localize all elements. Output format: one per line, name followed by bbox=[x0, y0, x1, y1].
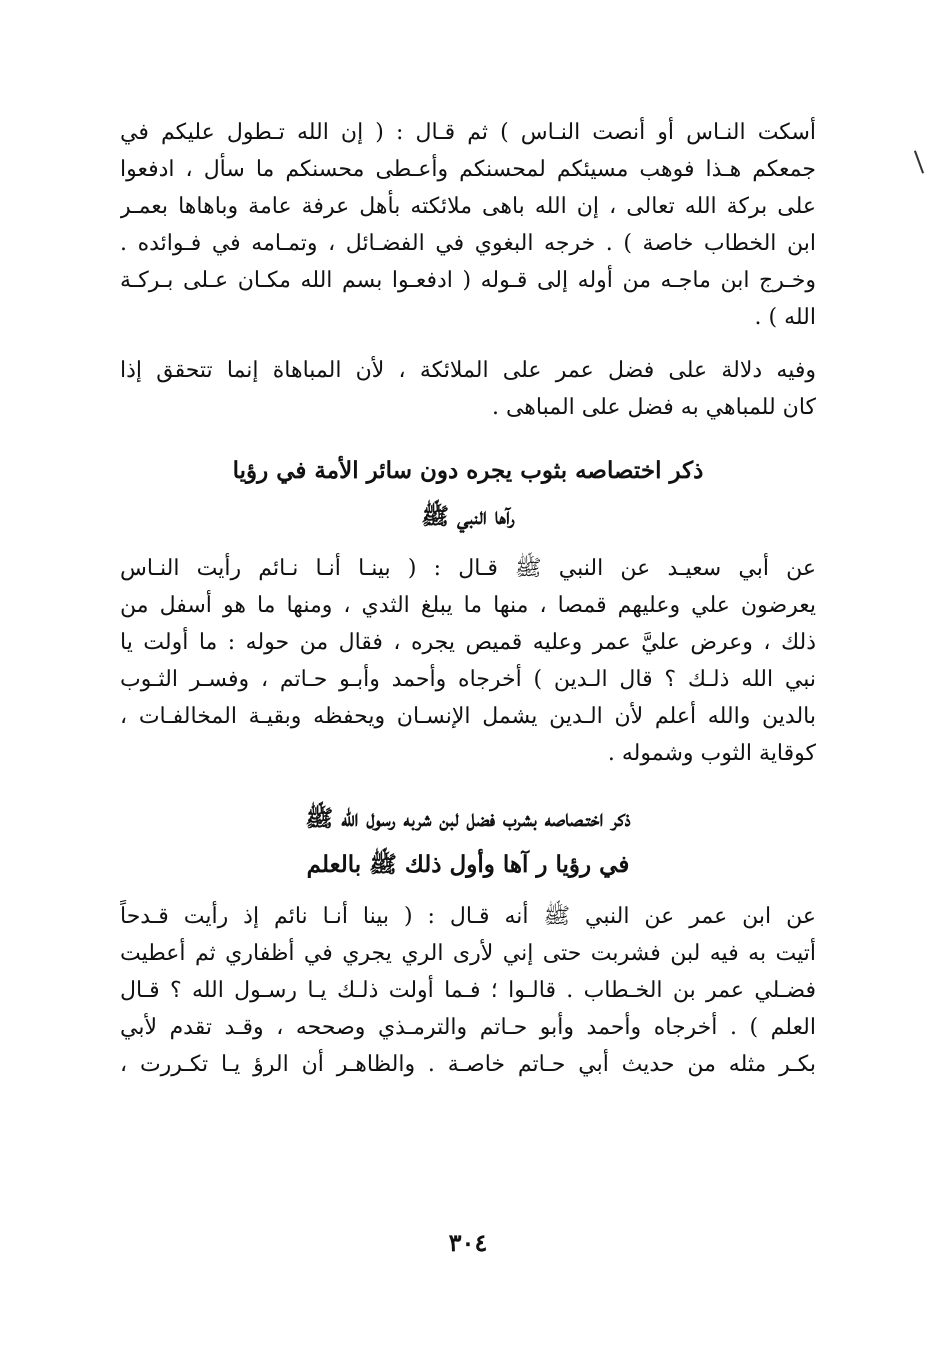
margin-mark bbox=[914, 150, 924, 173]
paragraph-4 bbox=[120, 898, 816, 1083]
paragraph-2 bbox=[120, 352, 816, 426]
text-line: عن أبي سعيـد عن النبي ﷺ قـال : ( بينـا أنـا نـائم رأيت النـاس bbox=[120, 556, 816, 581]
heading-line: في رؤيا ر آها وأول ذلك ﷺ بالعلم bbox=[306, 851, 630, 878]
text-line: عن ابن عمر عن النبي ﷺ أنه قـال : ( بينا أنـا نائم إذ رأيت قـدحاً bbox=[120, 904, 816, 929]
page-number: ٣٠٤ bbox=[448, 1228, 488, 1257]
text-line: يعرضون علي وعليهم قمصا ، منها ما يبلغ الثدي ، ومنها ما هو أسفل من bbox=[120, 593, 816, 618]
text-line: ذلك ، وعرض عليَّ عمر وعليه قميص يجره ، فقال من حوله : ما أولت يا bbox=[120, 630, 816, 655]
text-line: على بركة الله تعالى ، إن الله باهى ملائكته بأهل عرفة عامة وباهاها بعمـر bbox=[120, 194, 816, 219]
text-line: وخـرج ابن ماجـه من أوله إلى قـوله ( ادفعـوا بسم الله مكـان عـلى بـركـة bbox=[120, 268, 816, 293]
text-line: كوقاية الثوب وشموله . bbox=[607, 741, 816, 766]
text-line: ابن الخطاب خاصة ) . خرجه البغوي في الفضـائل ، وتمـامه في فـوائده . bbox=[120, 231, 816, 256]
text-line: العلم ) . أخرجاه وأحمد وأبو حـاتم والترمـذي وصححه ، وقـد تقدم لأبي bbox=[120, 1015, 816, 1040]
text-line: نبي الله ذلـك ؟ قال الـدين ) أخرجاه وأحمد وأبـو حـاتم ، وفسـر الثـوب bbox=[120, 667, 816, 692]
section-heading-1 bbox=[120, 448, 816, 540]
heading-line: رآها النبي ﷺ bbox=[421, 503, 515, 530]
text-line: الله ) . bbox=[754, 305, 816, 330]
text-line: جمعكم هـذا فوهب مسيئكم لمحسنكم وأعـطى محسنكم ما سأل ، ادفعوا bbox=[120, 157, 816, 182]
section-heading-2 bbox=[120, 796, 816, 888]
text-line: بالدين والله أعلم لأن الـدين يشمل الإنسـان ويحفظه وبقيـة المخالفـات ، bbox=[120, 704, 816, 729]
text-line: فضـلي عمر بن الخـطاب . قالـوا ؛ فـما أولت ذلـك يـا رسـول الله ؟ قـال bbox=[120, 978, 816, 1003]
heading-line: ذكر اختصاصه بثوب يجره دون سائر الأمة في رؤيا bbox=[232, 457, 704, 484]
text-line: بكـر مثله من حديث أبي حـاتم خاصـة . والظاهـر أن الرؤ يـا تكـررت ، bbox=[120, 1052, 816, 1077]
text-line: أسكت النـاس أو أنصت النـاس ) ثم قـال : ( إن الله تـطول عليكم في bbox=[120, 120, 816, 145]
text-line: وفيه دلالة على فضل عمر على الملائكة ، لأن المباهاة إنما تتحقق إذا bbox=[120, 358, 816, 383]
text-line: أتيت به فيه لبن فشربت حتى إني لأرى الري يجري في أظفاري ثم أعطيت bbox=[120, 941, 816, 966]
paragraph-1 bbox=[120, 114, 816, 336]
page-body bbox=[120, 104, 816, 1083]
heading-line: ذكر اختـصاصه بشرب فضل لبن شربه رسول الله ﷺ bbox=[305, 805, 631, 832]
text-line: كان للمباهي به فضل على المباهى . bbox=[491, 395, 816, 420]
paragraph-3 bbox=[120, 550, 816, 772]
